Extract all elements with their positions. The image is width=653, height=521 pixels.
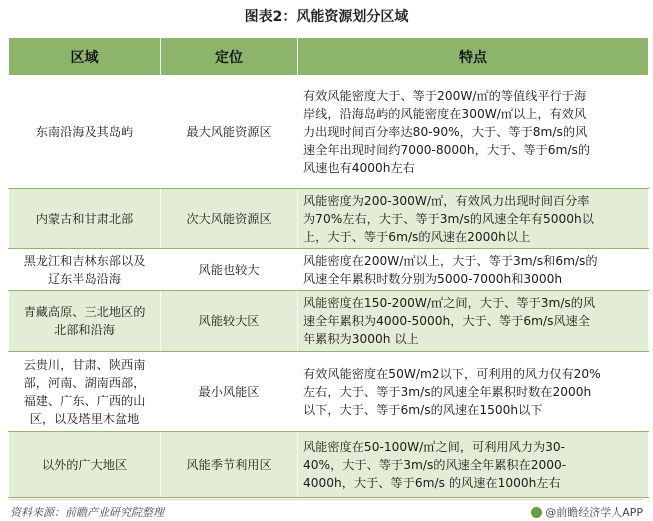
- features-cell: [298, 189, 649, 249]
- features-cell: [298, 432, 649, 498]
- features-line: 风能密度在50-100W/㎡之间，可利用风力为30-: [303, 439, 566, 454]
- table-row: [9, 76, 649, 189]
- region-line: 部，河南、湖南西部，: [23, 375, 146, 390]
- features-cell: [298, 291, 649, 352]
- features-cell: [298, 352, 649, 432]
- table-row: [9, 352, 649, 432]
- table-body: [9, 76, 649, 498]
- position-cell: [161, 76, 298, 189]
- features-line: 岸线，沿海岛屿的风能密度在300W/㎡以上，有效风: [303, 107, 587, 121]
- region-line: 云贵川，甘肃、陕西南: [23, 357, 146, 372]
- features-line: 风速也有4000h左右: [303, 161, 415, 175]
- header-region: 区域: [9, 38, 161, 76]
- features-line: 力出现时间百分率达80-90%，大于、等于8m/s的风: [303, 125, 588, 139]
- region-line: 青藏高原、三北地区的: [23, 305, 146, 319]
- header-position: 定位: [161, 38, 298, 76]
- region-cell: [9, 76, 161, 189]
- region-cell: [9, 189, 161, 249]
- position-line: 最大风能资源区: [186, 125, 272, 139]
- features-line: 速全年累积为4000-5000h，大于、等于6m/s风速全: [303, 314, 591, 328]
- features-line: 为70%左右，大于、等于3m/s的风速全年有5000h以: [303, 211, 594, 226]
- region-line: 北部和沿海: [54, 323, 115, 337]
- region-line: 以外的广大地区: [41, 457, 128, 472]
- footer: [10, 499, 643, 521]
- brand-text: @前瞻经济学人APP: [545, 506, 643, 519]
- region-line: 黑龙江和吉林东部以及: [23, 253, 146, 268]
- position-line: 最小风能区: [198, 384, 260, 399]
- position-cell: [161, 352, 298, 432]
- table-row: [9, 189, 649, 249]
- region-cell: [9, 249, 161, 291]
- features-line: 年累积为3000h 以上: [303, 332, 419, 346]
- brand-label: [531, 504, 643, 520]
- features-line: 左右，大于、等于3m/s的风速全年累积时数在2000h: [303, 384, 592, 399]
- table-header-row: [9, 38, 649, 76]
- table-row: [9, 432, 649, 498]
- features-line: 4000h，大于、等于6m/s 的风速在1000h左右: [303, 475, 561, 490]
- table-row: [9, 291, 649, 352]
- table-row: [9, 249, 649, 291]
- position-cell: [161, 291, 298, 352]
- position-line: 风能较大区: [198, 314, 260, 328]
- region-line: 辽东半岛沿海: [47, 271, 122, 286]
- position-line: 风能季节利用区: [186, 457, 272, 472]
- features-line: 风能密度在150-200W/㎡之间，大于、等于3m/s的风: [303, 296, 596, 310]
- features-line: 上，大于、等于6m/s的风速在2000h以上: [303, 229, 531, 244]
- region-cell: [9, 432, 161, 498]
- region-line: 区，以及塔里木盆地: [29, 411, 140, 426]
- features-line: 有效风能密度在50W/m2以下，可利用的风力仅有20%: [303, 366, 601, 381]
- features-cell: [298, 76, 649, 189]
- features-line: 速全年出现时间约7000-8000h，大于、等于6m/s的: [303, 143, 591, 157]
- features-line: 以下，大于、等于6m/s的风速在1500h以下: [303, 402, 543, 417]
- region-line: 内蒙古和甘肃北部: [35, 211, 134, 226]
- features-cell: [298, 249, 649, 291]
- wind-resource-table: [8, 37, 649, 498]
- position-line: 风能也较大: [198, 262, 260, 277]
- position-cell: [161, 189, 298, 249]
- page-title: 图表2：风能资源划分区域: [244, 9, 409, 25]
- position-line: 次大风能资源区: [186, 211, 272, 226]
- features-line: 有效风能密度大于、等于200W/㎡的等值线平行于海: [303, 89, 587, 103]
- features-line: 风能密度在200W/㎡以上，大于、等于3m/s和6m/s的: [303, 253, 598, 268]
- region-cell: [9, 352, 161, 432]
- brand-logo-icon: [531, 507, 542, 518]
- region-line: 福建、广东、广西的山: [23, 393, 146, 408]
- features-line: 40%，大于、等于3m/s的风速全年累积在2000-: [303, 457, 567, 472]
- position-cell: [161, 432, 298, 498]
- region-line: 东南沿海及其岛屿: [35, 125, 134, 139]
- features-line: 风速全年累积时数分别为5000-7000h和3000h: [303, 271, 563, 286]
- region-cell: [9, 291, 161, 352]
- position-cell: [161, 249, 298, 291]
- source-note: 资料来源：前瞻产业研究院整理: [10, 506, 164, 519]
- header-features: 特点: [298, 38, 649, 76]
- features-line: 风能密度为200-300W/㎡，有效风力出现时间百分率: [303, 193, 590, 208]
